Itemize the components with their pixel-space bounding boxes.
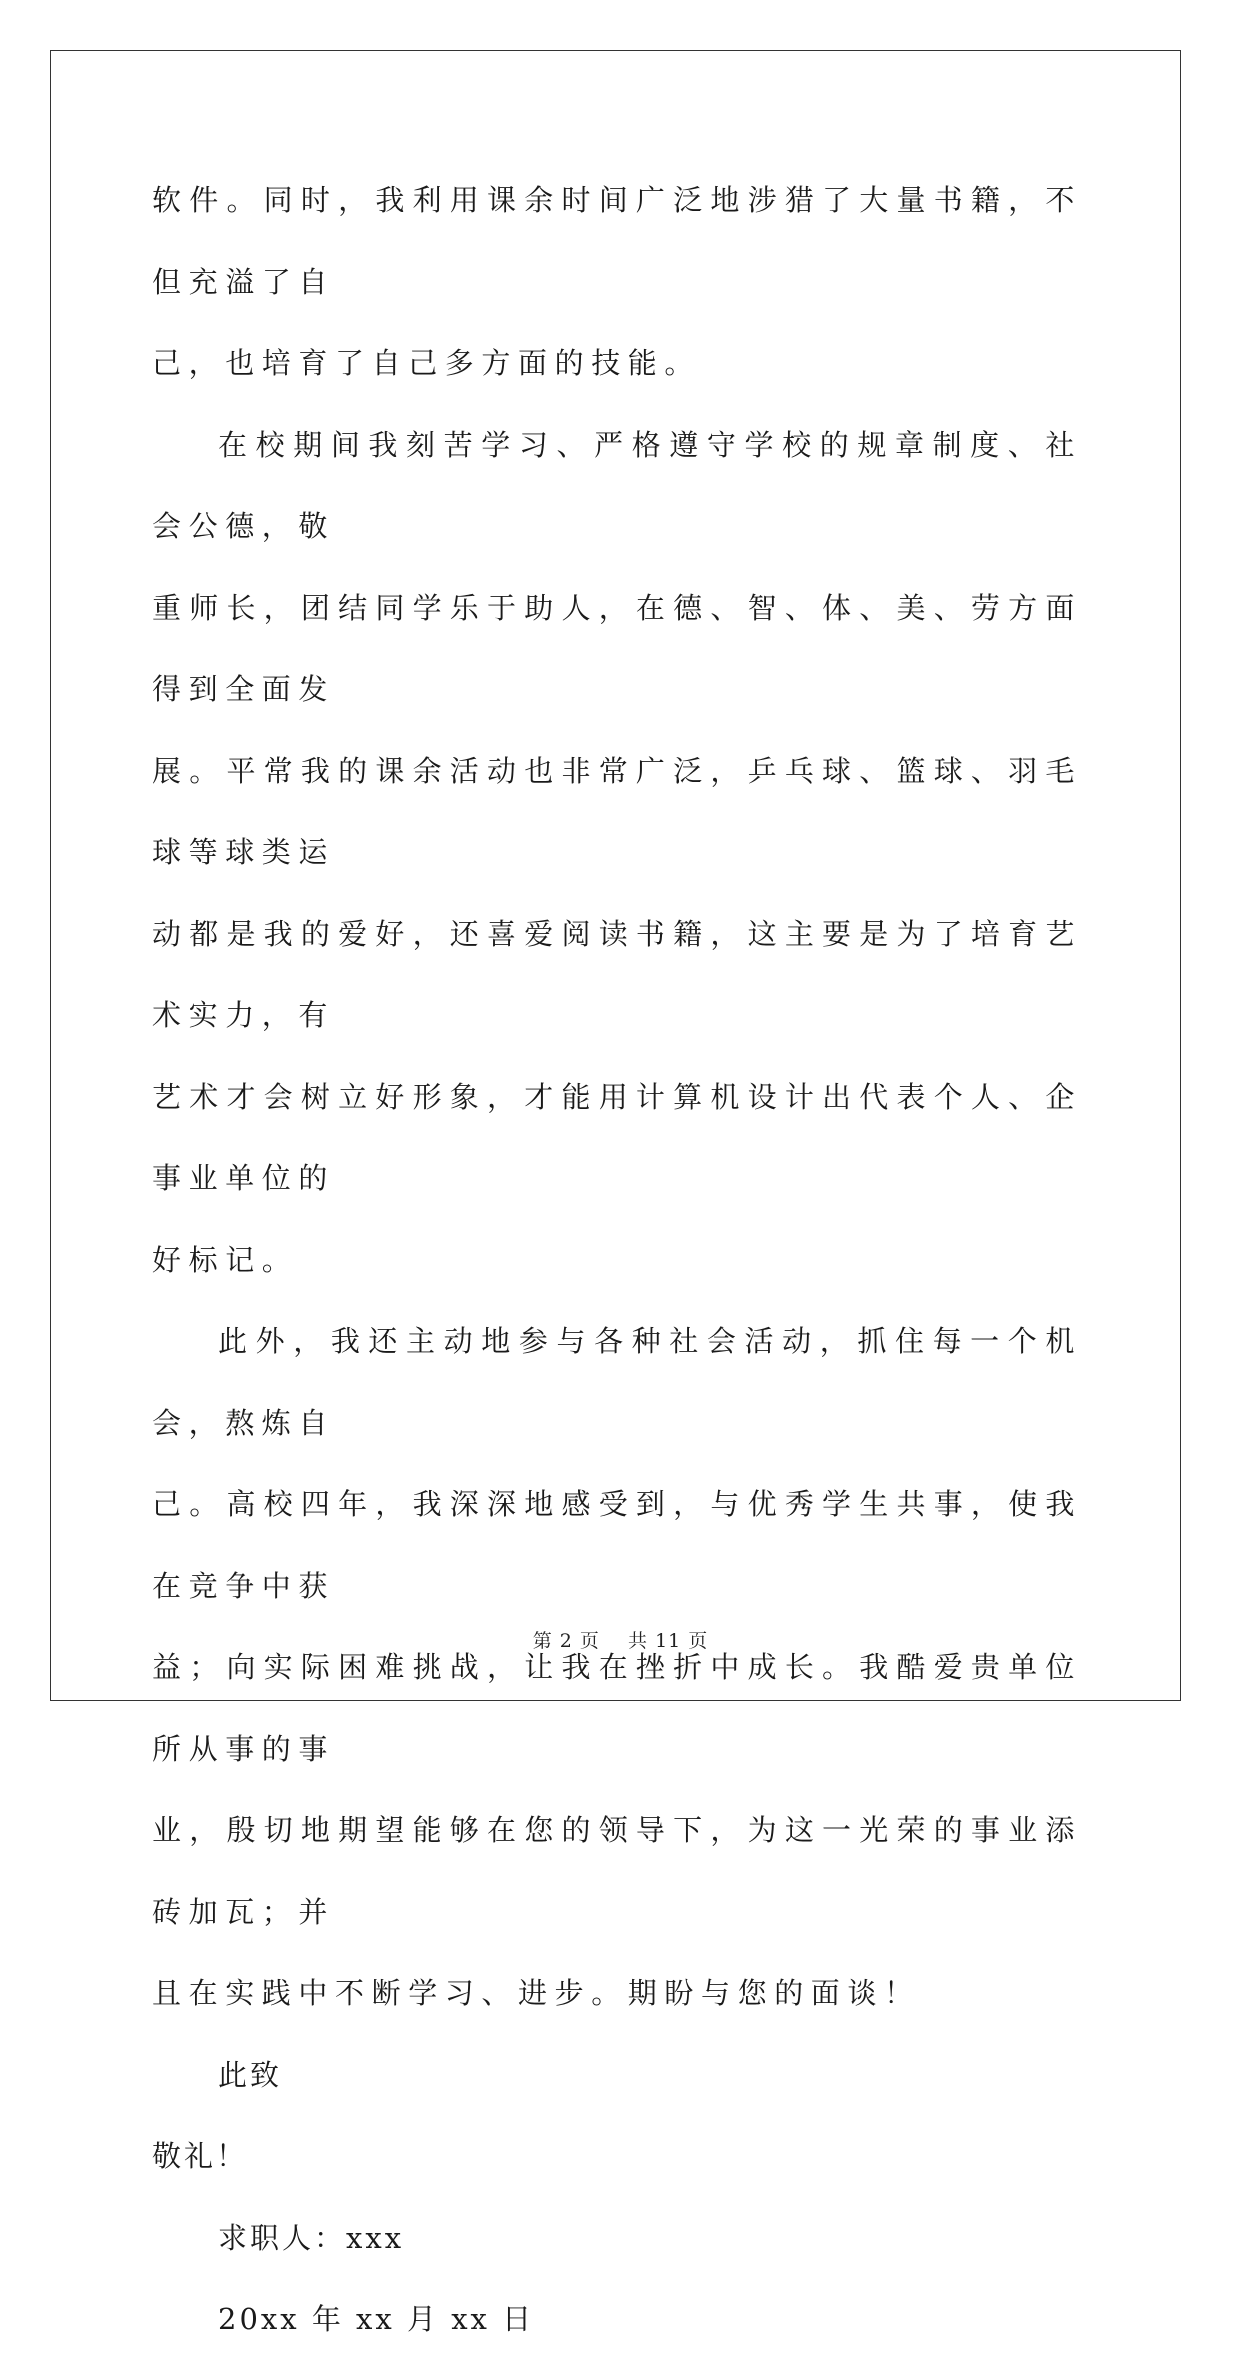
text-line: 好标记。 [152, 1242, 299, 1277]
text-line: 重师长，团结同学乐于助人，在德、智、体、美、劳方面得到全面发 [152, 590, 1082, 706]
page-footer [0, 1626, 1241, 1653]
footer-spacer [600, 1630, 628, 1652]
letter-date: 20xx 年 xx 月 xx 日 [218, 2302, 535, 2336]
closing-regards: 敬礼！ [152, 2139, 249, 2173]
text-line: 且在实践中不断学习、进步。期盼与您的面谈！ [152, 1976, 921, 2010]
letter-body [152, 160, 1082, 2361]
text-line: 己，也培育了自己多方面的技能。 [152, 346, 702, 380]
closing-salutation: 此致 [218, 2057, 283, 2092]
applicant-signature: 求职人：xxx [218, 2220, 405, 2255]
text-line: 己。高校四年，我深深地感受到，与优秀学生共事，使我在竞争中获 [152, 1487, 1082, 1603]
text-line: 软件。同时，我利用课余时间广泛地涉猎了大量书籍，不但充溢了自 [152, 183, 1082, 299]
paragraph-3 [152, 1301, 1082, 2035]
text-line: 此外，我还主动地参与各种社会活动，抓住每一个机会，熬炼自 [152, 1324, 1082, 1440]
page-number-total: 共 11 页 [628, 1630, 709, 1652]
page-number-current: 第 2 页 [532, 1630, 600, 1652]
text-line: 展。平常我的课余活动也非常广泛，乒乓球、篮球、羽毛球等球类运 [152, 753, 1082, 869]
text-line: 益；向实际困难挑战，让我在挫折中成长。我酷爱贵单位所从事的事 [152, 1650, 1082, 1766]
text-line: 动都是我的爱好，还喜爱阅读书籍，这主要是为了培育艺术实力，有 [152, 916, 1082, 1032]
text-line: 艺术才会树立好形象，才能用计算机设计出代表个人、企事业单位的 [152, 1079, 1082, 1195]
text-line: 业，殷切地期望能够在您的领导下，为这一光荣的事业添砖加瓦；并 [152, 1813, 1082, 1929]
paragraph-2 [152, 405, 1082, 1302]
paragraph-1 [152, 160, 1082, 405]
text-line: 在校期间我刻苦学习、严格遵守学校的规章制度、社会公德，敬 [152, 427, 1082, 543]
